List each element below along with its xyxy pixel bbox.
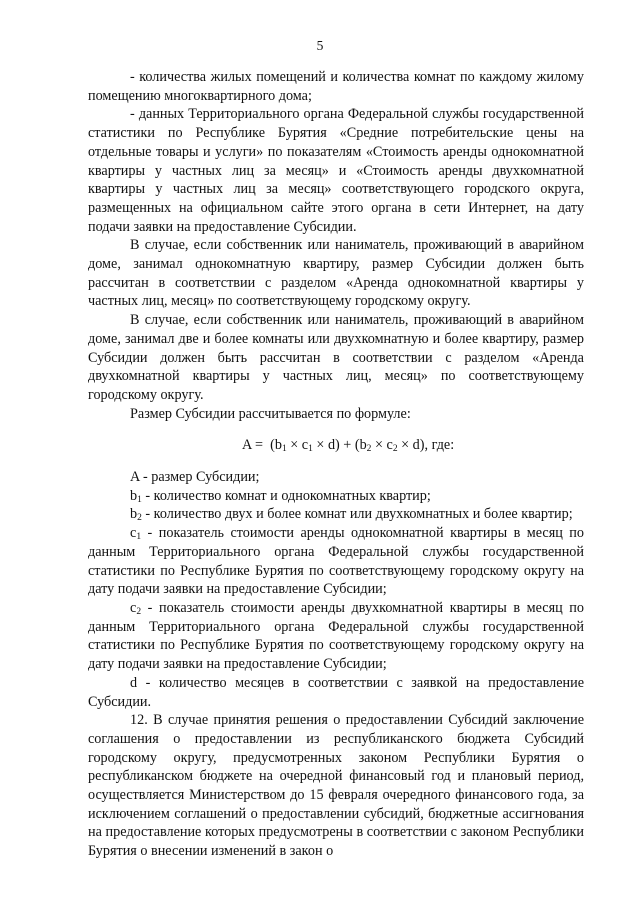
legend-c2: $c_2$ - показатель стоимости аренды двухкомнатной квартиры в месяц по данным Территориального органа Федеральной службы государственной статистики по Республике Бурятия по соответствующему городскому округу на дату подачи заявки на предоставление Субсидии; bbox=[88, 599, 584, 673]
paragraph: Размер Субсидии рассчитывается по формуле: bbox=[130, 405, 411, 422]
paragraph: В случае, если собственник или наниматель, проживающий в аварийном доме, занимал две и более комнаты или двухкомнатную и более квартиру, размер Субсидии должен быть рассчитан в соответствии с разделом «Аренда двухкомнатной квартиры у частных лиц, месяц» по соответствующему городскому округу. bbox=[88, 312, 584, 403]
legend-b1: $b_1$ - количество комнат и однокомнатных квартир; bbox=[130, 487, 431, 505]
legend-d: d - количество месяцев в соответствии с заявкой на предоставление Субсидии. bbox=[88, 674, 584, 710]
document-body bbox=[88, 68, 584, 861]
paragraph: В случае, если собственник или наниматель, проживающий в аварийном доме, занимал однокомнатную квартиру, размер Субсидии должен быть рассчитан в соответствии с разделом «Аренда однокомнатной квартиры у частных лиц, месяц» по соответствующему городскому округу. bbox=[88, 237, 584, 310]
paragraph: - количества жилых помещений и количества комнат по каждому жилому помещению многоквартирного дома; bbox=[88, 69, 584, 104]
legend-b2: $b_2$ - количество двух и более комнат или двухкомнатных и более квартир; bbox=[130, 506, 573, 524]
page-number: 5 bbox=[316, 38, 324, 53]
legend-c1: $c_1$ - показатель стоимости аренды однокомнатной квартиры в месяц по данным Территориального органа Федеральной службы государственной статистики по Республике Бурятия по соответствующему городскому округу на дату подачи заявки на предоставление Субсидии; bbox=[88, 525, 584, 598]
paragraph-12: 12. В случае принятия решения о предоставлении Субсидий заключение соглашения о предоставлении из республиканского бюджета Субсидий городскому округу, предусмотренных законом Республики Бурятия о республиканском бюджете на очередной финансовый год и плановый период, осуществляется Министерством до 15 февраля очередного финансового года, за исключением соглашений о предоставлении субсидий, бюджетные ассигнования на предоставление которых предусмотрены в соответствии с законом Республики Бурятия о внесении изменений в закон о bbox=[88, 712, 584, 860]
legend-a: A - размер Субсидии; bbox=[130, 469, 260, 486]
subsidy-formula: $A = (b_1 \times c_1 \times d) + (b_2 \times c_2 \times d)$, где: bbox=[242, 437, 455, 455]
paragraph: - данных Территориального органа Федеральной службы государственной статистики по Республике Бурятия «Средние потребительские цены на отдельные товары и услуги» по показателям «Стоимость аренды однокомнатной квартиры у частных лиц за месяц» и «Стоимость аренды двухкомнатной квартиры у частных лиц за месяц» соответствующего городского округа, размещенных на официальном сайте этого органа в сети Интернет, на дату подачи заявки на предоставление Субсидии. bbox=[88, 106, 584, 235]
